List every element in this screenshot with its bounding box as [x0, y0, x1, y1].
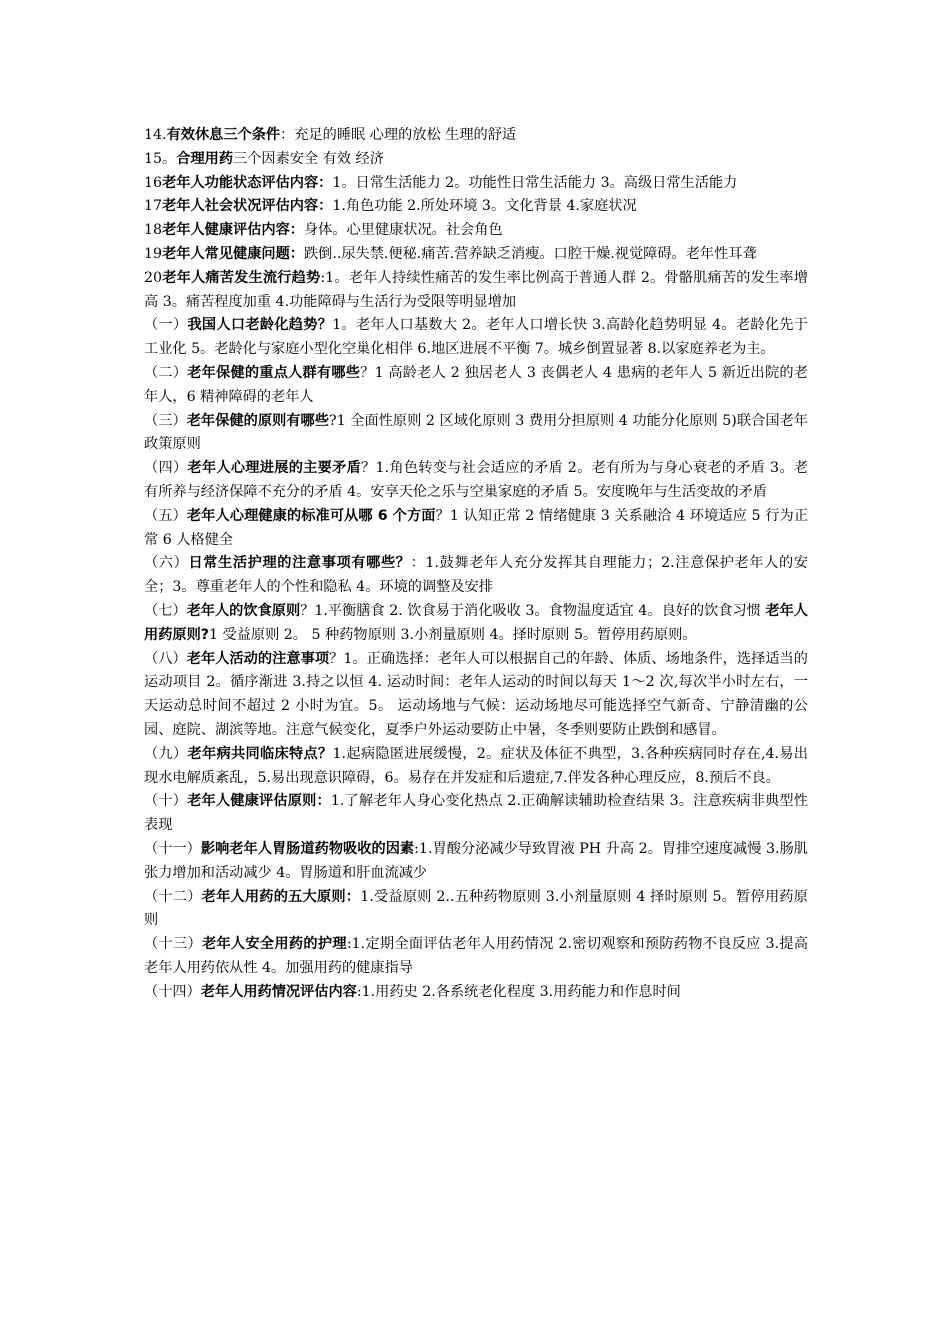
- section-4: （四）老年人心理进展的主要矛盾？1.角色转变与社会适应的矛盾 2。老有所为与身心衰老的矛盾 3。老有所养与经济保障不充分的矛盾 4。安享天伦之乐与空巢家庭的矛盾 5。安度晚年与生活变故的矛盾: [144, 460, 808, 500]
- paragraph-19: 19老年人常见健康问题：跌倒..尿失禁.便秘.痛苦.营养缺乏消瘦。口腔干燥.视觉障碍。老年性耳聋: [144, 245, 757, 262]
- paragraph-17: 17老年人社会状况评估内容：1.角色功能 2.所处环境 3。文化背景 4.家庭状况: [144, 198, 637, 215]
- section-2: （二）老年保健的重点人群有哪些？1 高龄老人 2 独居老人 3 丧偶老人 4 患病的老年人 5 新近出院的老年人，6 精神障碍的老年人: [144, 364, 808, 405]
- document-body: [144, 124, 808, 1004]
- paragraph-18: 18老年人健康评估内容：身体。心里健康状况。社会角色: [144, 222, 503, 239]
- paragraph-16: 16老年人功能状态评估内容：1。日常生活能力 2。功能性日常生活能力 3。高级日常生活能力: [144, 174, 738, 191]
- paragraph-14: 14.有效休息三个条件：充足的睡眠 心理的放松 生理的舒适: [144, 127, 517, 143]
- section-3: （三）老年保健的原则有哪些?1 全面性原则 2 区域化原则 3 费用分担原则 4 功能分化原则 5)联合国老年政策原则: [144, 412, 808, 453]
- section-7: （七）老年人的饮食原则？1.平衡膳食 2. 饮食易于消化吸收 3。食物温度适宜 4。良好的饮食习惯 老年人用药原则?1 受益原则 2。 5 种药物原则 3.小剂量原则 4。择时原则 5。暂停用药原则。: [144, 602, 808, 643]
- section-1: （一）我国人口老龄化趋势？1。老年人口基数大 2。老年人口增长快 3.高龄化趋势明显 4。老龄化先于工业化 5。老龄化与家庭小型化空巢化相伴 6.地区进展不平衡 7。城乡倒置显著 8.以家庭养老为主。: [144, 317, 808, 358]
- section-10: （十）老年人健康评估原则：1.了解老年人身心变化热点 2.正确解读辅助检查结果 3。注意疾病非典型性表现: [144, 793, 808, 834]
- section-14: （十四）老年人用药情况评估内容:1.用药史 2.各系统老化程度 3.用药能力和作息时间: [144, 983, 681, 1000]
- section-5: （五）老年人心理健康的标准可从哪 6 个方面？1 认知正常 2 情绪健康 3 关系融洽 4 环境适应 5 行为正常 6 人格健全: [144, 507, 808, 548]
- paragraph-15: 15。合理用药三个因素安全 有效 经济: [144, 150, 384, 167]
- section-9: （九）老年病共同临床特点？1.起病隐匿进展缓慢，2。症状及体征不典型，3.各种疾病同时存在,4.易出现水电解质紊乱，5.易出现意识障碍，6。易存在并发症和后遗症,7.伴发各种心理反应，8.预后不良。: [144, 745, 808, 786]
- section-13: （十三）老年人安全用药的护理:1.定期全面评估老年人用药情况 2.密切观察和预防药物不良反应 3.提高老年人用药依从性 4。加强用药的健康指导: [144, 936, 808, 976]
- section-11: （十一）影响老年人胃肠道药物吸收的因素:1.胃酸分泌减少导致胃液 PH 升高 2。胃排空速度减慢 3.肠肌张力增加和活动减少 4。胃肠道和肝血流减少: [144, 840, 808, 881]
- section-6: （六）日常生活护理的注意事项有哪些？：1.鼓舞老年人充分发挥其自理能力；2.注意保护老年人的安全；3。尊重老年人的个性和隐私 4。环境的调整及安排: [144, 555, 808, 596]
- section-8: （八）老年人活动的注意事项？1。正确选择：老年人可以根据自己的年龄、体质、场地条件，选择适当的运动项目 2。循序渐进 3.持之以恒 4. 运动时间：老年人运动的时间以每天 1～2 次,每次半小时左右，一天运动总时间不超过 2 小时为宜。5。 运动场地与气候：运动场地尽可能选择空气新奇、宁静清幽的公园、庭院、湖滨等地。注意气候变化，夏季户外运动要防止中暑，冬季则要防止跌倒和感冒。: [144, 650, 808, 738]
- paragraph-20: 20老年人痛苦发生流行趋势:1。老年人持续性痛苦的发生率比例高于普通人群 2。骨骼肌痛苦的发生率增高 3。痛苦程度加重 4.功能障碍与生活行为受限等明显增加: [144, 269, 808, 310]
- section-12: （十二）老年人用药的五大原则：1.受益原则 2..五种药物原则 3.小剂量原则 4 择时原则 5。暂停用药原则: [144, 888, 808, 929]
